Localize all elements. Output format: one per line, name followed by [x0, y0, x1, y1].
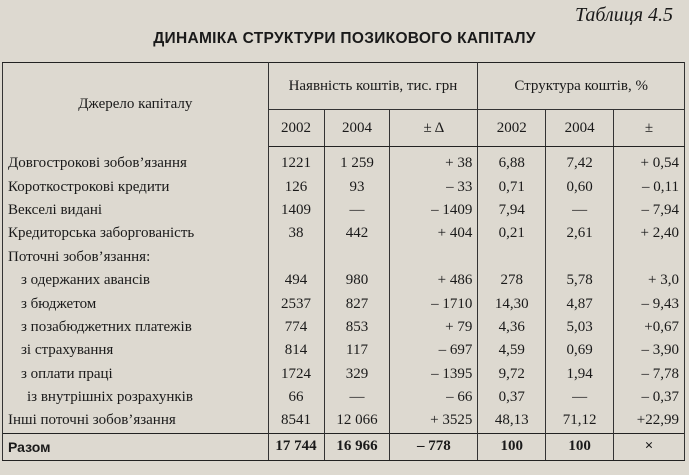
cell-structure-2004 [546, 246, 614, 269]
total-funds-2002: 17 744 [268, 433, 324, 460]
cell-funds-2004: 827 [324, 292, 390, 315]
cell-structure-delta: + 0,54 [614, 147, 685, 176]
header-structure-2004: 2004 [546, 110, 614, 147]
row-label: Короткострокові кредити [3, 175, 269, 198]
cell-funds-2002: 126 [268, 175, 324, 198]
cell-funds-2004 [324, 246, 390, 269]
cell-structure-2002: 0,37 [478, 386, 546, 409]
header-source: Джерело капіталу [3, 63, 269, 147]
total-structure-2002: 100 [478, 433, 546, 460]
total-label: Разом [3, 433, 269, 460]
table-number: Таблиця 4.5 [575, 4, 673, 26]
header-funds: Наявність коштів, тис. грн [268, 63, 478, 110]
cell-structure-2002: 9,72 [478, 363, 546, 386]
cell-structure-2002: 4,36 [478, 316, 546, 339]
cell-funds-2002: 1221 [268, 147, 324, 176]
row-label: Інші поточні зобов’язання [3, 409, 269, 433]
cell-funds-delta: – 1409 [390, 199, 478, 222]
header-structure-delta: ± [614, 110, 685, 147]
row-label: Поточні зобов’язання: [3, 246, 269, 269]
cell-structure-delta: – 7,78 [614, 363, 685, 386]
total-structure-delta: × [614, 433, 685, 460]
cell-structure-2004: — [546, 386, 614, 409]
cell-funds-delta: + 404 [390, 222, 478, 245]
cell-funds-delta: + 3525 [390, 409, 478, 433]
cell-structure-delta: – 9,43 [614, 292, 685, 315]
table-row [3, 147, 685, 176]
cell-funds-2002: 8541 [268, 409, 324, 433]
cell-funds-delta: – 33 [390, 175, 478, 198]
cell-funds-2002: 494 [268, 269, 324, 292]
header-funds-delta: ± Δ [390, 110, 478, 147]
table-row [3, 316, 685, 339]
table-title: ДИНАМІКА СТРУКТУРИ ПОЗИКОВОГО КАПІТАЛУ [153, 30, 536, 47]
cell-funds-delta: + 38 [390, 147, 478, 176]
cell-funds-delta: – 1710 [390, 292, 478, 315]
cell-structure-delta: – 0,37 [614, 386, 685, 409]
total-structure-2004: 100 [546, 433, 614, 460]
cell-structure-2002: 14,30 [478, 292, 546, 315]
cell-funds-2002: 1724 [268, 363, 324, 386]
row-label: з оплати праці [3, 363, 269, 386]
capital-structure-table [2, 62, 685, 461]
cell-funds-delta: – 1395 [390, 363, 478, 386]
cell-structure-2004: 5,03 [546, 316, 614, 339]
table-row [3, 269, 685, 292]
cell-structure-2004: — [546, 199, 614, 222]
row-label: із внутрішніх розрахунків [3, 386, 269, 409]
cell-structure-2004: 0,60 [546, 175, 614, 198]
cell-funds-2004: 329 [324, 363, 390, 386]
row-label: з одержаних авансів [3, 269, 269, 292]
cell-funds-2002: 38 [268, 222, 324, 245]
header-structure: Структура коштів, % [478, 63, 685, 110]
cell-funds-2004: — [324, 386, 390, 409]
cell-funds-delta: – 697 [390, 339, 478, 362]
cell-structure-2004: 7,42 [546, 147, 614, 176]
cell-funds-delta: + 79 [390, 316, 478, 339]
cell-structure-delta: + 3,0 [614, 269, 685, 292]
row-label: Довгострокові зобов’язання [3, 147, 269, 176]
cell-structure-2004: 4,87 [546, 292, 614, 315]
cell-funds-2004: 442 [324, 222, 390, 245]
cell-structure-2002: 48,13 [478, 409, 546, 433]
cell-funds-delta [390, 246, 478, 269]
cell-structure-2004: 71,12 [546, 409, 614, 433]
cell-funds-delta: – 66 [390, 386, 478, 409]
cell-funds-2004: 853 [324, 316, 390, 339]
cell-structure-2002: 7,94 [478, 199, 546, 222]
cell-structure-2002 [478, 246, 546, 269]
cell-structure-delta: – 7,94 [614, 199, 685, 222]
cell-structure-delta: +0,67 [614, 316, 685, 339]
table-row [3, 386, 685, 409]
row-label: зі страхування [3, 339, 269, 362]
cell-structure-2004: 2,61 [546, 222, 614, 245]
cell-funds-delta: + 486 [390, 269, 478, 292]
cell-structure-2002: 0,71 [478, 175, 546, 198]
cell-funds-2002: 66 [268, 386, 324, 409]
cell-funds-2002: 774 [268, 316, 324, 339]
cell-structure-delta: +22,99 [614, 409, 685, 433]
cell-funds-2004: — [324, 199, 390, 222]
cell-funds-2002 [268, 246, 324, 269]
cell-structure-2002: 4,59 [478, 339, 546, 362]
cell-funds-2002: 814 [268, 339, 324, 362]
table-row [3, 292, 685, 315]
table-row [3, 246, 685, 269]
total-funds-2004: 16 966 [324, 433, 390, 460]
row-label: Векселі видані [3, 199, 269, 222]
total-funds-delta: – 778 [390, 433, 478, 460]
cell-structure-delta [614, 246, 685, 269]
cell-funds-2002: 2537 [268, 292, 324, 315]
row-label: з позабюджетних платежів [3, 316, 269, 339]
cell-structure-2002: 0,21 [478, 222, 546, 245]
cell-structure-2002: 278 [478, 269, 546, 292]
row-label: Кредиторська заборгованість [3, 222, 269, 245]
cell-structure-2004: 0,69 [546, 339, 614, 362]
table-row [3, 222, 685, 245]
total-row [3, 433, 685, 460]
cell-structure-2004: 5,78 [546, 269, 614, 292]
table-row [3, 363, 685, 386]
cell-structure-2004: 1,94 [546, 363, 614, 386]
table-row [3, 175, 685, 198]
table-body [3, 147, 685, 461]
cell-structure-delta: – 3,90 [614, 339, 685, 362]
table-row [3, 199, 685, 222]
cell-structure-delta: – 0,11 [614, 175, 685, 198]
cell-funds-2004: 12 066 [324, 409, 390, 433]
cell-funds-2004: 980 [324, 269, 390, 292]
cell-funds-2004: 93 [324, 175, 390, 198]
row-label: з бюджетом [3, 292, 269, 315]
cell-structure-2002: 6,88 [478, 147, 546, 176]
cell-structure-delta: + 2,40 [614, 222, 685, 245]
table-row [3, 409, 685, 433]
table-row [3, 339, 685, 362]
header-funds-2002: 2002 [268, 110, 324, 147]
cell-funds-2002: 1409 [268, 199, 324, 222]
cell-funds-2004: 1 259 [324, 147, 390, 176]
header-funds-2004: 2004 [324, 110, 390, 147]
cell-funds-2004: 117 [324, 339, 390, 362]
header-structure-2002: 2002 [478, 110, 546, 147]
